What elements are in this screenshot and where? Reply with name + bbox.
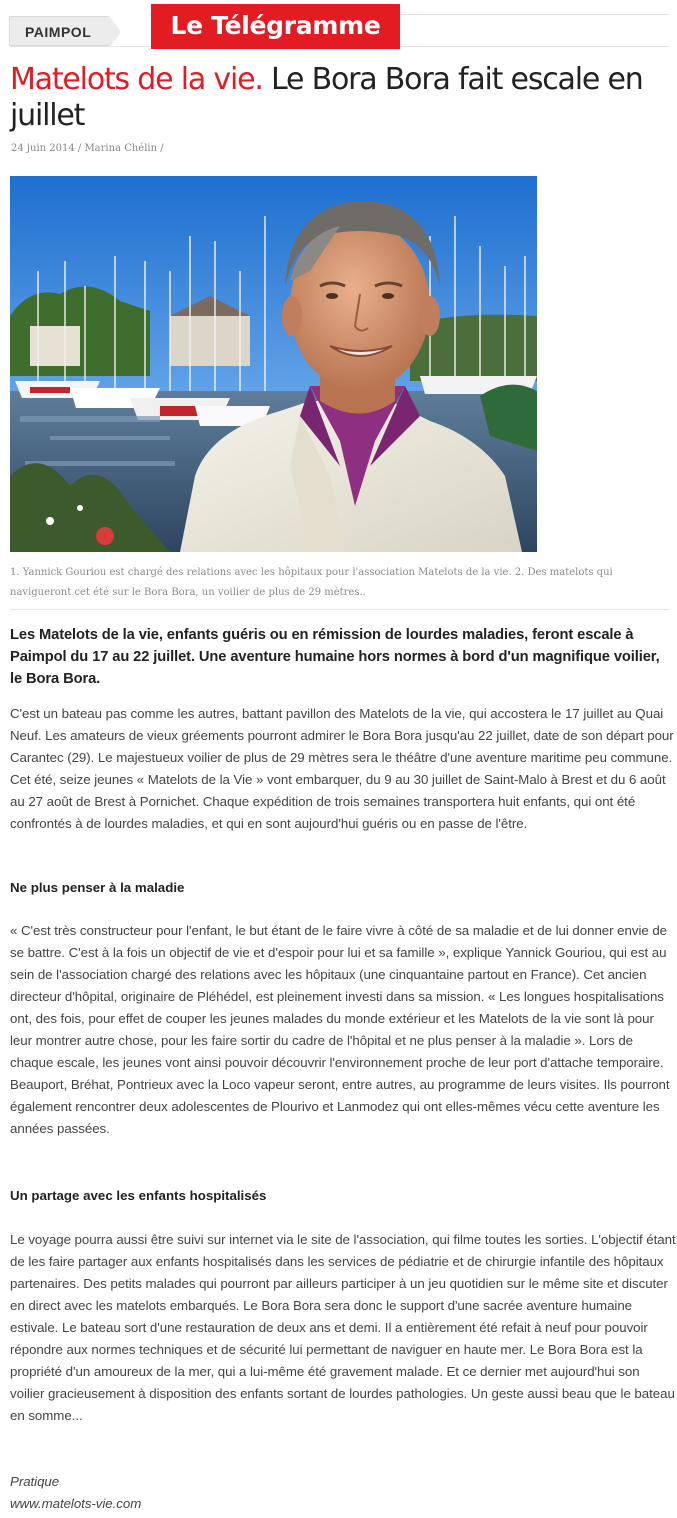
site-logo[interactable]: Le Télégramme bbox=[151, 4, 400, 49]
article-paragraph-1: C'est un bateau pas comme les autres, battant pavillon des Matelots de la vie, qui accostera le 17 juillet au Quai Neuf. Les amateurs de vieux gréements pourront admirer le Bora Bora jusqu'au 22 juillet, date de son départ pour Carantec (29). Le majestueux voilier de plus de 29 mètres sera le théâtre d'une aventure maritime peu commune. Cet été, seize jeunes « Matelots de la Vie » vont embarquer, du 9 au 30 juillet de Saint-Malo à Brest et du 6 août au 27 août de Brest à Pornichet. Chaque expédition de trois semaines transportera huit enfants, qui ont été confrontés à de lourdes maladies, et qui en sont aujourd'hui guéris ou en passe de l'être. bbox=[10, 706, 674, 831]
header-divider-top bbox=[400, 14, 669, 15]
footer-label: Pratique bbox=[10, 1474, 60, 1489]
section-tag[interactable]: PAIMPOL bbox=[9, 16, 109, 46]
photo-caption: 1. Yannick Gouriou est chargé des relations avec les hôpitaux pour l'association Matelots de la vie. 2. Des matelots qui navigueront cet été sur le Bora Bora, un voilier de plus de 29 mètres.. bbox=[10, 567, 613, 598]
subheading-2: Un partage avec les enfants hospitalisés bbox=[10, 1188, 267, 1203]
section-tag-arrow bbox=[109, 16, 121, 48]
footer-link[interactable]: www.matelots-vie.com bbox=[10, 1496, 142, 1511]
caption-divider bbox=[10, 609, 669, 610]
article-paragraph-2: « C'est très constructeur pour l'enfant, le but étant de le faire vivre à côté de sa maladie et de lui donner envie de se battre. C'est à la fois un objectif de vie et d'espoir pour lui et sa famille », explique Yannick Gouriou, qui est au sein de l'association chargé des relations avec les hôpitaux (une cinquantaine partout en France). Cet ancien directeur d'hôpital, originaire de Pléhédel, est pleinement investi dans sa mission. « Les longues hospitalisations ont, des fois, pour effet de couper les jeunes malades du monde extérieur et les Matelots de la vie sont là pour leur montrer autre chose, pour les faire sortir du cadre de l'hôpital et ne plus penser à la maladie ». Lors de chaque escale, les jeunes vont ainsi pouvoir découvrir l'environnement proche de leur port d'attache temporaire. Beauport, Bréhat, Pontrieux avec la Loco vapeur seront, entre autres, au programme de leurs visites. Ils pourront également rencontrer deux adolescentes de Plourivo et Lanmodez qui ont elles-mêmes vécu cette aventure les années passées. bbox=[10, 923, 670, 1136]
site-header bbox=[0, 0, 677, 50]
article-meta: 24 juin 2014 / Marina Chélin / bbox=[11, 143, 164, 154]
article-paragraph-3: Le voyage pourra aussi être suivi sur internet via le site de l'association, qui filme toutes les sorties. L'objectif étant de les faire partager aux enfants hospitalisés dans les services de pédiatrie et de chirurgie infantile des hôpitaux partenaires. Des petits malades qui pourront par ailleurs participer à un jeu quotidien sur le même site et discuter en direct avec les matelots embarqués. Le Bora Bora sera donc le support d'une sacrée aventure humaine estivale. Le bateau sort d'une restauration de deux ans et demi. Il a entièrement été refait à neuf pour pouvoir répondre aux normes techniques et de sécurité lui permettant de naviguer en haute mer. Le Bora Bora est la propriété d'un amoureux de la mer, qui a lui-même été gravement malade. Et ce dernier met aujourd'hui son voilier gracieusement à disposition des enfants sortant de lourdes pathologies. Un geste aussi beau que le bateau en somme... bbox=[10, 1232, 676, 1423]
article-photo bbox=[10, 176, 537, 552]
subheading-1: Ne plus penser à la maladie bbox=[10, 880, 185, 895]
title-kicker: Matelots de la vie. bbox=[10, 62, 263, 97]
article-lead: Les Matelots de la vie, enfants guéris ou en rémission de lourdes maladies, feront escale à Paimpol du 17 au 22 juillet. Une aventure humaine hors normes à bord d'un magnifique voilier, le Bora Bora. bbox=[10, 627, 660, 687]
title-headline: Le Bora Bora fait escale en juillet bbox=[10, 62, 643, 133]
article-title bbox=[10, 62, 650, 134]
